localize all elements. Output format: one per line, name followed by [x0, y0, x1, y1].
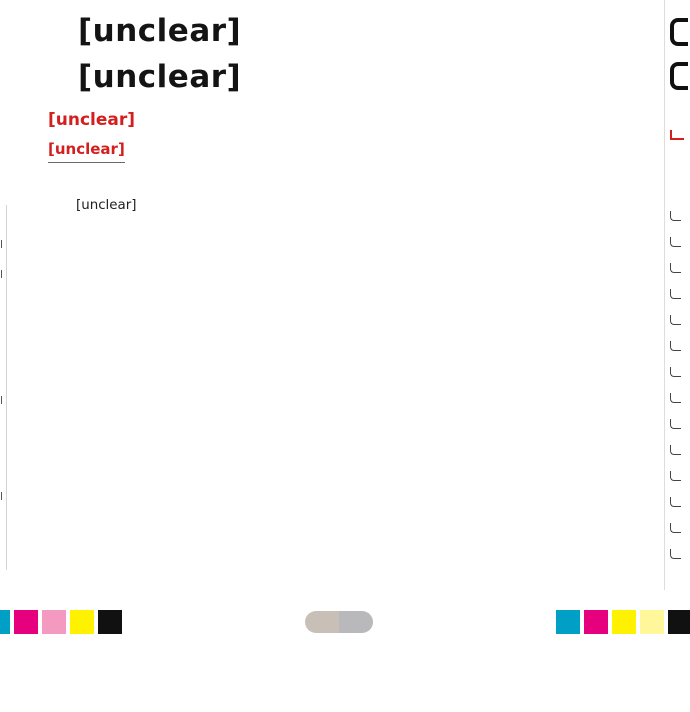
color-swatch-black	[668, 610, 690, 634]
clipped-subheadline-fragment	[670, 128, 690, 140]
clipped-text-fragment	[670, 286, 690, 300]
clipped-text-fragment	[0, 488, 8, 502]
clipped-text-fragment	[670, 260, 690, 274]
color-swatch-light-yellow	[640, 610, 664, 634]
color-swatch-black	[98, 610, 122, 634]
article-headline	[78, 8, 618, 100]
pill-half-right	[339, 611, 373, 633]
registration-colorbar-left	[0, 610, 126, 634]
column-divider	[664, 0, 665, 590]
pill-half-left	[305, 611, 339, 633]
clipped-text-fragment	[0, 266, 8, 280]
clipped-text-fragment	[670, 494, 690, 508]
clipped-text-fragment	[670, 416, 690, 430]
color-swatch-cyan	[556, 610, 580, 634]
registration-colorbar-right	[556, 610, 690, 634]
clipped-headline-fragment	[670, 14, 690, 40]
clipped-text-fragment	[670, 546, 690, 560]
clipped-text-fragment	[670, 312, 690, 326]
headline-line-1: [unclear]	[78, 13, 242, 49]
article-subheadline: [unclear]	[48, 110, 136, 130]
article-byline: [unclear]	[48, 140, 125, 163]
clipped-text-fragment	[670, 364, 690, 378]
column-divider	[6, 205, 7, 570]
clipped-text-fragment	[670, 338, 690, 352]
adjacent-column-right	[664, 0, 690, 600]
article-body: [unclear]	[76, 198, 137, 213]
color-swatch-magenta	[14, 610, 38, 634]
clipped-text-fragment	[670, 442, 690, 456]
clipped-text-fragment	[0, 392, 8, 406]
clipped-text-fragment	[670, 208, 690, 222]
color-swatch-pink	[42, 610, 66, 634]
color-swatch-yellow	[70, 610, 94, 634]
color-swatch-yellow	[612, 610, 636, 634]
clipped-text-fragment	[670, 234, 690, 248]
clipped-headline-fragment	[670, 58, 690, 100]
clipped-text-fragment	[670, 520, 690, 534]
registration-pill-center	[305, 611, 373, 633]
clipped-text-fragment	[670, 390, 690, 404]
adjacent-column-left	[0, 0, 10, 600]
clipped-text-fragment	[0, 236, 8, 250]
clipped-text-fragment	[670, 468, 690, 482]
color-swatch-cyan	[0, 610, 10, 634]
headline-line-2: [unclear]	[78, 59, 242, 95]
color-swatch-magenta	[584, 610, 608, 634]
